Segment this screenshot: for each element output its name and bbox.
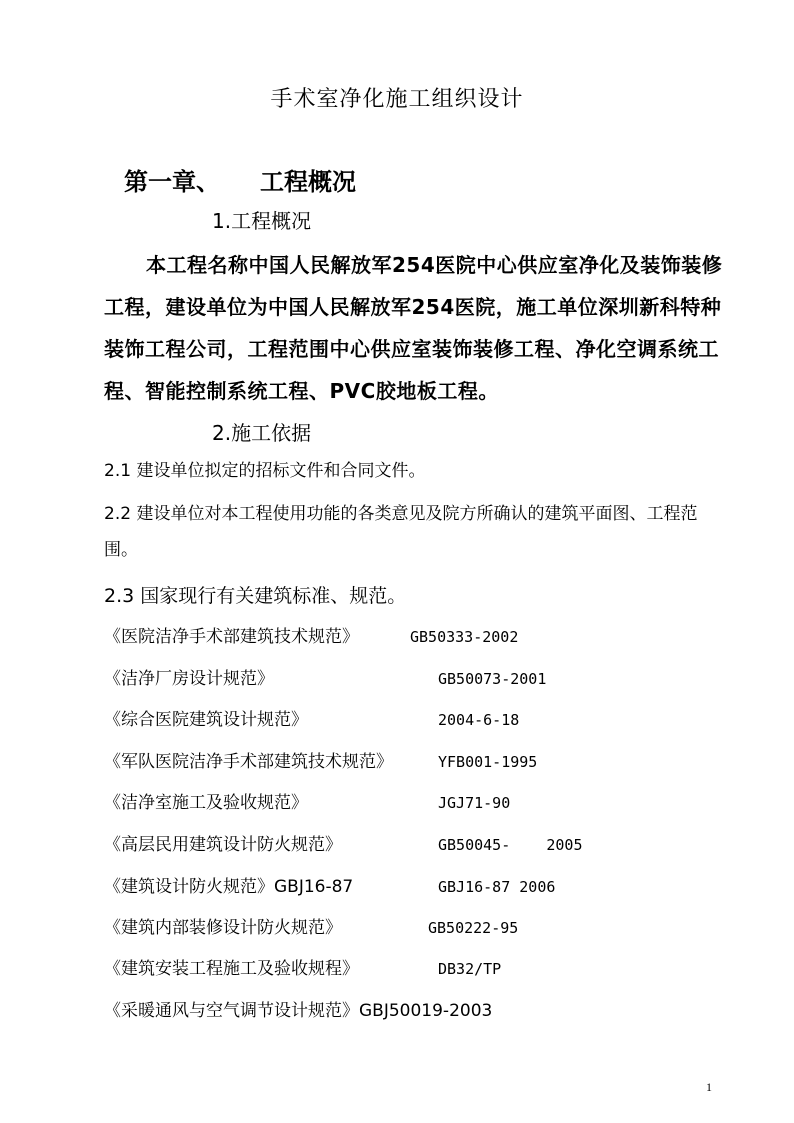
- basis-item: 2.1 建设单位拟定的招标文件和合同文件。: [104, 461, 426, 481]
- document-title: 手术室净化施工组织设计: [270, 87, 524, 112]
- standard-name: 《军队医院洁净手术部建筑技术规范》: [104, 752, 393, 772]
- standard-name: 《医院洁净手术部建筑技术规范》: [104, 627, 359, 647]
- overview-paragraph: 本工程名称中国人民解放军254医院中心供应室净化及装饰装修工程，建设单位为中国人民解放军254医院，施工单位深圳新科特种装饰工程公司，工程范围中心供应室装饰装修工程、净化空调系统工程、智能控制系统工程、PVC胶地板工程。: [104, 253, 723, 403]
- standard-name: 《建筑安装工程施工及验收规程》: [104, 959, 359, 979]
- basis-item: 2.3 国家现行有关建筑标准、规范。: [104, 585, 407, 607]
- section-heading-basis: 2.施工依据: [212, 421, 312, 445]
- standard-code: GB50045- 2005: [438, 836, 583, 854]
- chapter-title: 工程概况: [260, 168, 356, 196]
- page-number: 1: [706, 1080, 712, 1094]
- standard-name: 《建筑设计防火规范》GBJ16-87: [104, 877, 354, 897]
- standard-name: 《洁净厂房设计规范》: [104, 669, 274, 689]
- standard-code: 2004-6-18: [438, 711, 520, 729]
- standard-code: GB50073-2001: [438, 670, 547, 688]
- standard-name: 《采暖通风与空气调节设计规范》GBJ50019-2003: [104, 1001, 493, 1021]
- chapter-heading: [124, 167, 356, 197]
- standard-code: YFB001-1995: [438, 753, 538, 771]
- standard-name: 《高层民用建筑设计防火规范》: [104, 835, 342, 855]
- standard-code: JGJ71-90: [438, 794, 511, 812]
- standard-code: GB50333-2002: [410, 628, 519, 646]
- basis-item: 2.2 建设单位对本工程使用功能的各类意见及院方所确认的建筑平面图、工程范围。: [104, 504, 698, 560]
- section-heading-overview: 1.工程概况: [212, 209, 312, 233]
- chapter-number: 第一章、: [124, 168, 220, 196]
- standard-code: DB32/TP: [438, 960, 502, 978]
- standard-code: GB50222-95: [428, 919, 519, 937]
- standard-name: 《洁净室施工及验收规范》: [104, 793, 308, 813]
- standard-name: 《综合医院建筑设计规范》: [104, 710, 308, 730]
- standard-name: 《建筑内部装修设计防火规范》: [104, 918, 342, 938]
- standard-code: GBJ16-87 2006: [438, 878, 556, 896]
